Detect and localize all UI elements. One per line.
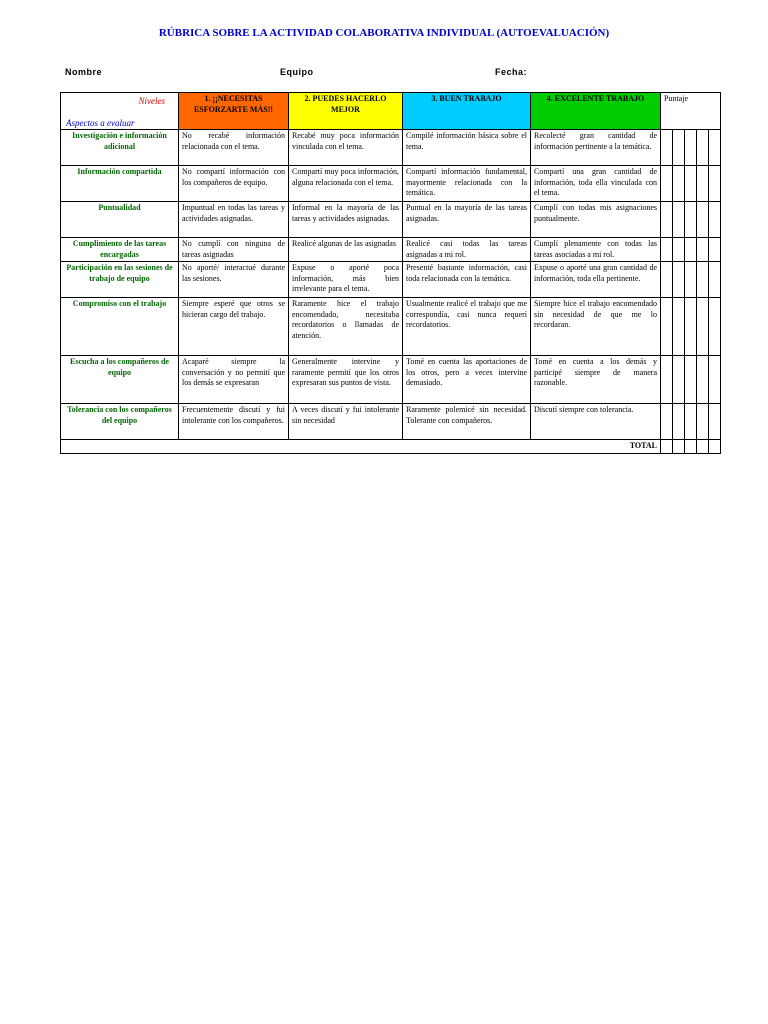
score-cell[interactable] <box>673 356 685 404</box>
level-1-descriptor: No recabé información relacionada con el tema. <box>179 130 289 166</box>
header-row <box>61 93 721 130</box>
score-cell[interactable] <box>673 130 685 166</box>
score-cell[interactable] <box>685 356 697 404</box>
score-cell[interactable] <box>709 262 721 298</box>
rubric-table <box>60 92 721 454</box>
score-cell[interactable] <box>685 404 697 440</box>
rubric-row <box>61 166 721 202</box>
level-4-descriptor: Tomé en cuenta a los demás y participé siempre de manera razonable. <box>531 356 661 404</box>
team-label: Equipo <box>280 67 314 77</box>
score-cell[interactable] <box>673 238 685 262</box>
level-4-descriptor: Compartí una gran cantidad de información, toda ella vinculada con el tema. <box>531 166 661 202</box>
score-cell[interactable] <box>697 130 709 166</box>
aspect-cell: Compromiso con el trabajo <box>61 298 179 356</box>
level-3-descriptor: Compilé información básica sobre el tema. <box>403 130 531 166</box>
total-score-cell[interactable] <box>661 440 673 454</box>
score-cell[interactable] <box>673 202 685 238</box>
puntaje-header: Puntaje <box>661 93 721 130</box>
total-score-cell[interactable] <box>673 440 685 454</box>
level-header-3: 3. BUEN TRABAJO <box>403 93 531 130</box>
rubric-row <box>61 298 721 356</box>
rubric-row <box>61 262 721 298</box>
level-3-descriptor: Raramente polemicé sin necesidad. Tolerante con compañeros. <box>403 404 531 440</box>
level-2-descriptor: Generalmente intervine y raramente permití que los otros expresaran sus puntos de vista. <box>289 356 403 404</box>
rubric-row <box>61 356 721 404</box>
total-score-cell[interactable] <box>709 440 721 454</box>
aspect-cell: Escucha a los compañeros de equipo <box>61 356 179 404</box>
level-2-descriptor: A veces discutí y fui intolerante sin necesidad <box>289 404 403 440</box>
total-row <box>61 440 721 454</box>
score-cell[interactable] <box>709 356 721 404</box>
aspect-cell: Información compartida <box>61 166 179 202</box>
rubric-row <box>61 202 721 238</box>
score-cell[interactable] <box>697 238 709 262</box>
level-3-descriptor: Realicé casi todas las tareas asignadas a mi rol. <box>403 238 531 262</box>
page-title: RÚBRICA SOBRE LA ACTIVIDAD COLABORATIVA INDIVIDUAL (AUTOEVALUACIÓN) <box>158 27 610 39</box>
score-cell[interactable] <box>685 202 697 238</box>
level-2-descriptor: Expuse o aporté poca información, más bien irrelevante para el tema. <box>289 262 403 298</box>
level-1-descriptor: Impuntual en todas las tareas y actividades asignadas. <box>179 202 289 238</box>
score-cell[interactable] <box>661 130 673 166</box>
score-cell[interactable] <box>685 298 697 356</box>
level-4-descriptor: Cumplí plenamente con todas las tareas asociadas a mi rol. <box>531 238 661 262</box>
score-cell[interactable] <box>673 262 685 298</box>
date-label: Fecha: <box>495 67 528 77</box>
aspect-cell: Participación en las sesiones de trabajo de equipo <box>61 262 179 298</box>
level-3-descriptor: Tomé en cuenta las aportaciones de los otros, pero a veces intervine demasiado. <box>403 356 531 404</box>
aspect-cell: Investigación e información adicional <box>61 130 179 166</box>
aspectos-label: Aspectos a evaluar <box>66 117 135 128</box>
level-1-descriptor: Frecuentemente discutí y fui intolerante con los compañeros. <box>179 404 289 440</box>
score-cell[interactable] <box>673 404 685 440</box>
level-4-descriptor: Discutí siempre con tolerancia. <box>531 404 661 440</box>
level-4-descriptor: Recolecté gran cantidad de información pertinente a la temática. <box>531 130 661 166</box>
score-cell[interactable] <box>661 238 673 262</box>
level-2-descriptor: Raramente hice el trabajo encomendado, necesitaba recordatorios o llamadas de atención. <box>289 298 403 356</box>
level-2-descriptor: Informal en la mayoría de las tareas y actividades asignadas. <box>289 202 403 238</box>
total-label: TOTAL <box>61 440 661 454</box>
score-cell[interactable] <box>697 298 709 356</box>
score-cell[interactable] <box>697 356 709 404</box>
niveles-label: Niveles <box>138 96 165 106</box>
aspect-cell: Cumplimiento de las tareas encargadas <box>61 238 179 262</box>
total-score-cell[interactable] <box>697 440 709 454</box>
level-1-descriptor: No compartí información con los compañeros de equipo. <box>179 166 289 202</box>
level-4-descriptor: Cumplí con todas mis asignaciones puntualmente. <box>531 202 661 238</box>
score-cell[interactable] <box>661 298 673 356</box>
level-1-descriptor: Acaparé siempre la conversación y no permití que los demás se expresaran <box>179 356 289 404</box>
score-cell[interactable] <box>697 202 709 238</box>
level-header-1: 1. ¡¡NECESITAS ESFORZARTE MÁS!! <box>179 93 289 130</box>
level-3-descriptor: Presenté bastante información, casi toda relacionada con la temática. <box>403 262 531 298</box>
aspect-cell: Puntualidad <box>61 202 179 238</box>
aspect-cell: Tolerancia con los compañeros del equipo <box>61 404 179 440</box>
score-cell[interactable] <box>685 166 697 202</box>
score-cell[interactable] <box>673 298 685 356</box>
corner-cell <box>61 93 179 130</box>
score-cell[interactable] <box>709 404 721 440</box>
score-cell[interactable] <box>661 356 673 404</box>
score-cell[interactable] <box>661 262 673 298</box>
rubric-row <box>61 404 721 440</box>
score-cell[interactable] <box>661 404 673 440</box>
level-4-descriptor: Expuse o aporté una gran cantidad de información, toda ella pertinente. <box>531 262 661 298</box>
score-cell[interactable] <box>697 166 709 202</box>
level-4-descriptor: Siempre hice el trabajo encomendado sin necesidad de que me lo recordaran. <box>531 298 661 356</box>
score-cell[interactable] <box>661 202 673 238</box>
level-2-descriptor: Realicé algunas de las asignadas <box>289 238 403 262</box>
score-cell[interactable] <box>685 238 697 262</box>
level-3-descriptor: Puntual en la mayoría de las tareas asignadas. <box>403 202 531 238</box>
level-header-4: 4. EXCELENTE TRABAJO <box>531 93 661 130</box>
score-cell[interactable] <box>697 262 709 298</box>
score-cell[interactable] <box>673 166 685 202</box>
rubric-row <box>61 238 721 262</box>
score-cell[interactable] <box>661 166 673 202</box>
score-cell[interactable] <box>709 298 721 356</box>
level-1-descriptor: No aporté/ interactué durante las sesiones. <box>179 262 289 298</box>
rubric-row <box>61 130 721 166</box>
score-cell[interactable] <box>709 238 721 262</box>
level-1-descriptor: Siempre esperé que otros se hicieran cargo del trabajo. <box>179 298 289 356</box>
level-3-descriptor: Usualmente realicé el trabajo que me correspondía, casi nunca requerí recordatorios. <box>403 298 531 356</box>
score-cell[interactable] <box>709 166 721 202</box>
total-score-cell[interactable] <box>685 440 697 454</box>
score-cell[interactable] <box>709 202 721 238</box>
score-cell[interactable] <box>697 404 709 440</box>
score-cell[interactable] <box>685 262 697 298</box>
score-cell[interactable] <box>709 130 721 166</box>
level-3-descriptor: Compartí información fundamental, mayormente relacionada con la temática. <box>403 166 531 202</box>
level-1-descriptor: No cumplí con ninguna de tareas asignadas <box>179 238 289 262</box>
score-cell[interactable] <box>685 130 697 166</box>
name-label: Nombre <box>65 67 103 77</box>
level-header-2: 2. PUEDES HACERLO MEJOR <box>289 93 403 130</box>
level-2-descriptor: Recabé muy poca información vinculada con el tema. <box>289 130 403 166</box>
rubric-body <box>61 93 721 454</box>
level-2-descriptor: Compartí muy poca información, alguna relacionada con el tema. <box>289 166 403 202</box>
